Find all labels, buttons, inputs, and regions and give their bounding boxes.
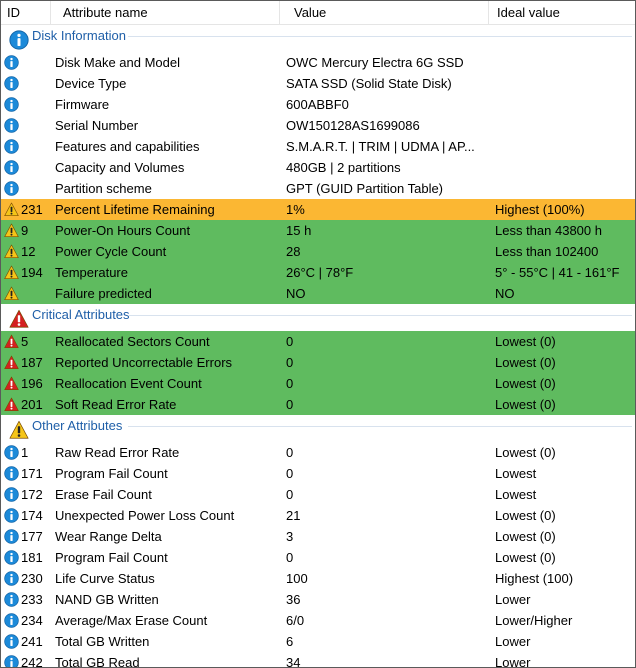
column-header-ideal-label: Ideal value (497, 5, 560, 20)
table-row[interactable] (1, 526, 635, 547)
attribute-value: NO (286, 286, 306, 301)
attribute-name: Erase Fail Count (55, 487, 152, 502)
critical-icon (4, 397, 19, 412)
attribute-value: OW150128AS1699086 (286, 118, 420, 133)
column-header-id-label: ID (7, 5, 20, 20)
column-header (1, 1, 635, 25)
attribute-ideal-value: Less than 102400 (495, 244, 599, 259)
attribute-value: 0 (286, 487, 294, 502)
table-row[interactable] (1, 589, 635, 610)
attribute-name: Soft Read Error Rate (55, 397, 177, 412)
attribute-id: 12 (21, 244, 36, 259)
attribute-name: Reallocated Sectors Count (55, 334, 210, 349)
attribute-ideal-value: Lower (495, 592, 531, 607)
attribute-name: Device Type (55, 76, 127, 91)
group-label: Critical Attributes (32, 307, 130, 322)
attribute-id: 5 (21, 334, 29, 349)
table-row[interactable] (1, 157, 635, 178)
attribute-name: Temperature (55, 265, 128, 280)
table-row[interactable] (1, 610, 635, 631)
attribute-value: 21 (286, 508, 301, 523)
info-icon (4, 445, 19, 460)
info-icon (4, 160, 19, 175)
attribute-ideal-value: Lowest (0) (495, 376, 556, 391)
info-icon (4, 181, 19, 196)
critical-icon (9, 309, 29, 329)
table-row[interactable] (1, 442, 635, 463)
attribute-ideal-value: NO (495, 286, 515, 301)
attribute-id: 187 (21, 355, 43, 370)
column-header-name-label: Attribute name (63, 5, 148, 20)
attribute-groups (1, 25, 635, 668)
attribute-id: 177 (21, 529, 43, 544)
attribute-value: SATA SSD (Solid State Disk) (286, 76, 452, 91)
info-icon (4, 139, 19, 154)
attribute-id: 171 (21, 466, 43, 481)
attribute-name: Wear Range Delta (55, 529, 162, 544)
attribute-value: 6/0 (286, 613, 305, 628)
info-icon (4, 592, 19, 607)
attribute-id: 196 (21, 376, 43, 391)
attribute-name: Power Cycle Count (55, 244, 167, 259)
attribute-id: 174 (21, 508, 43, 523)
attribute-id: 181 (21, 550, 43, 565)
attribute-name: Capacity and Volumes (55, 160, 185, 175)
attribute-ideal-value: Lower (495, 634, 531, 649)
attribute-value: 28 (286, 244, 301, 259)
attribute-ideal-value: Less than 43800 h (495, 223, 602, 238)
table-row[interactable] (1, 631, 635, 652)
table-row[interactable] (1, 652, 635, 668)
group-divider (128, 315, 632, 316)
attribute-ideal-value: Highest (100%) (495, 202, 585, 217)
table-row[interactable] (1, 505, 635, 526)
table-row[interactable] (1, 484, 635, 505)
info-icon (4, 97, 19, 112)
attribute-ideal-value: Lowest (495, 487, 537, 502)
attribute-value: 34 (286, 655, 301, 668)
attribute-value: 0 (286, 355, 294, 370)
table-row[interactable] (1, 547, 635, 568)
attribute-value: 0 (286, 397, 294, 412)
attribute-name: Total GB Written (55, 634, 150, 649)
column-header-name[interactable] (51, 1, 280, 24)
warning-icon (9, 420, 29, 440)
info-icon (4, 655, 19, 668)
attribute-ideal-value: Lowest (0) (495, 508, 556, 523)
warning-icon (4, 202, 19, 217)
table-row[interactable] (1, 463, 635, 484)
attribute-name: Total GB Read (55, 655, 140, 668)
attribute-name: Raw Read Error Rate (55, 445, 180, 460)
attribute-ideal-value: 5° - 55°C | 41 - 161°F (495, 265, 620, 280)
group-divider (128, 36, 632, 37)
info-icon (4, 76, 19, 91)
table-row[interactable] (1, 52, 635, 73)
attribute-name: Program Fail Count (55, 466, 168, 481)
attribute-ideal-value: Lowest (0) (495, 445, 556, 460)
table-row[interactable] (1, 262, 635, 283)
info-icon (4, 634, 19, 649)
group-header[interactable] (1, 304, 635, 331)
warning-icon (4, 286, 19, 301)
critical-icon (4, 355, 19, 370)
table-row[interactable] (1, 220, 635, 241)
info-icon (4, 55, 19, 70)
table-row[interactable] (1, 394, 635, 415)
attribute-ideal-value: Lower (495, 655, 531, 668)
attribute-id: 231 (21, 202, 43, 217)
info-icon (4, 118, 19, 133)
table-row[interactable] (1, 331, 635, 352)
attribute-name: Reported Uncorrectable Errors (55, 355, 233, 370)
attribute-name: Serial Number (55, 118, 139, 133)
attribute-id: 233 (21, 592, 43, 607)
group-label: Other Attributes (32, 418, 123, 433)
attribute-value: 100 (286, 571, 308, 586)
group-label: Disk Information (32, 28, 126, 43)
attribute-ideal-value: Highest (100) (495, 571, 574, 586)
attribute-value: 600ABBF0 (286, 97, 349, 112)
info-icon (4, 508, 19, 523)
table-row[interactable] (1, 283, 635, 304)
attribute-ideal-value: Lowest (0) (495, 397, 556, 412)
critical-icon (4, 376, 19, 391)
group-header[interactable] (1, 25, 635, 52)
attribute-ideal-value: Lower/Higher (495, 613, 573, 628)
attribute-id: 1 (21, 445, 29, 460)
attribute-name: Percent Lifetime Remaining (55, 202, 215, 217)
attribute-value: GPT (GUID Partition Table) (286, 181, 444, 196)
attribute-name: NAND GB Written (55, 592, 159, 607)
attribute-id: 230 (21, 571, 43, 586)
attribute-name: Power-On Hours Count (55, 223, 191, 238)
attribute-name: Average/Max Erase Count (55, 613, 208, 628)
attribute-id: 241 (21, 634, 43, 649)
attribute-value: 0 (286, 550, 294, 565)
attribute-value: 0 (286, 376, 294, 391)
attribute-name: Reallocation Event Count (55, 376, 202, 391)
attribute-ideal-value: Lowest (495, 466, 537, 481)
critical-icon (4, 334, 19, 349)
attribute-value: 0 (286, 466, 294, 481)
warning-icon (4, 244, 19, 259)
attribute-name: Partition scheme (55, 181, 152, 196)
attribute-value: 0 (286, 334, 294, 349)
attribute-id: 201 (21, 397, 43, 412)
table-row[interactable] (1, 352, 635, 373)
attribute-name: Life Curve Status (55, 571, 155, 586)
group-header[interactable] (1, 415, 635, 442)
info-icon (4, 550, 19, 565)
attribute-value: 3 (286, 529, 294, 544)
column-header-id[interactable] (1, 1, 51, 24)
attribute-id: 9 (21, 223, 29, 238)
attribute-id: 234 (21, 613, 43, 628)
attribute-value: 1% (286, 202, 305, 217)
attribute-value: 480GB | 2 partitions (286, 160, 401, 175)
attribute-name: Disk Make and Model (55, 55, 180, 70)
column-header-value[interactable] (280, 1, 489, 24)
column-header-value-label: Value (294, 5, 327, 20)
warning-icon (4, 265, 19, 280)
info-icon (4, 529, 19, 544)
column-header-ideal[interactable] (489, 1, 635, 24)
attribute-name: Firmware (55, 97, 110, 112)
attribute-value: 15 h (286, 223, 312, 238)
attribute-value: 6 (286, 634, 294, 649)
attribute-value: 26°C | 78°F (286, 265, 354, 280)
attribute-value: OWC Mercury Electra 6G SSD (286, 55, 464, 70)
attribute-ideal-value: Lowest (0) (495, 550, 556, 565)
attribute-name: Features and capabilities (55, 139, 200, 154)
attribute-ideal-value: Lowest (0) (495, 529, 556, 544)
table-row[interactable] (1, 136, 635, 157)
attribute-value: S.M.A.R.T. | TRIM | UDMA | AP... (286, 139, 475, 154)
attribute-value: 0 (286, 445, 294, 460)
attribute-id: 242 (21, 655, 43, 668)
table-row[interactable] (1, 568, 635, 589)
attribute-ideal-value: Lowest (0) (495, 334, 556, 349)
table-row[interactable] (1, 73, 635, 94)
attribute-ideal-value: Lowest (0) (495, 355, 556, 370)
info-icon (9, 30, 29, 50)
info-icon (4, 487, 19, 502)
info-icon (4, 613, 19, 628)
info-icon (4, 571, 19, 586)
attribute-value: 36 (286, 592, 301, 607)
attribute-name: Program Fail Count (55, 550, 168, 565)
info-icon (4, 466, 19, 481)
attribute-name: Unexpected Power Loss Count (55, 508, 235, 523)
table-row[interactable] (1, 373, 635, 394)
table-row[interactable] (1, 199, 635, 220)
attribute-id: 172 (21, 487, 43, 502)
warning-icon (4, 223, 19, 238)
attribute-id: 194 (21, 265, 43, 280)
table-row[interactable] (1, 178, 635, 199)
table-row[interactable] (1, 241, 635, 262)
table-row[interactable] (1, 115, 635, 136)
attribute-name: Failure predicted (55, 286, 152, 301)
group-divider (128, 426, 632, 427)
table-row[interactable] (1, 94, 635, 115)
